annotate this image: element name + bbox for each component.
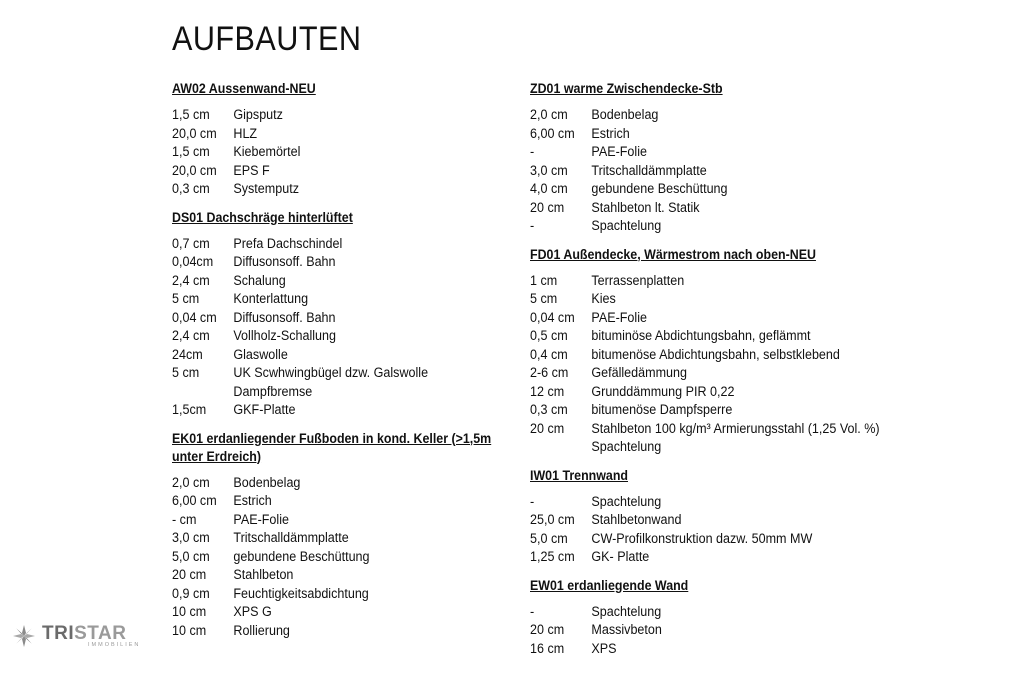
layer-thickness: - <box>530 493 535 509</box>
layer-row <box>172 346 479 365</box>
layer-thickness: 3,0 cm <box>530 162 568 178</box>
layer-material: Vollholz-Schallung <box>233 328 336 343</box>
layer-row <box>172 474 479 493</box>
layer-material: UK Scwhwingbügel dzw. Galswolle <box>233 365 429 380</box>
layer-row <box>530 346 902 365</box>
layer-thickness: 5 cm <box>172 291 200 306</box>
layer-thickness: 0,04 cm <box>530 309 575 325</box>
layer-material: Tritschalldämmplatte <box>233 530 349 545</box>
layer-material: Estrich <box>233 493 272 508</box>
layer-material: XPS <box>591 640 617 656</box>
layer-thickness: 12 cm <box>530 383 565 399</box>
layer-thickness: 0,4 cm <box>530 346 568 362</box>
layer-row <box>530 106 902 125</box>
layer-material: bitumenöse Abdichtungsbahn, selbstklebend <box>591 346 840 362</box>
layer-material: CW-Profilkonstruktion dazw. 50mm MW <box>591 530 813 546</box>
layer-row <box>172 603 479 622</box>
layer-thickness: 20 cm <box>530 199 565 215</box>
layer-material: Terrassenplatten <box>591 272 685 288</box>
layer-thickness: 5,0 cm <box>172 548 210 564</box>
logo-subtitle: IMMOBILIEN <box>88 642 141 648</box>
layer-thickness: 20 cm <box>530 420 565 436</box>
left-column <box>172 80 502 650</box>
layer-material: Kiebemörtel <box>233 144 301 159</box>
layer-row <box>530 290 902 309</box>
layer-row <box>172 143 479 162</box>
layer-material: Grunddämmung PIR 0,22 <box>591 383 735 399</box>
layer-row <box>530 511 902 530</box>
section-title: IW01 Trennwand <box>530 467 629 483</box>
layer-material: Feuchtigkeitsabdichtung <box>233 585 369 601</box>
layer-material: EPS F <box>233 162 270 178</box>
layer-thickness: 2,4 cm <box>172 328 210 343</box>
layer-thickness: 10 cm <box>172 622 207 638</box>
layer-row <box>172 383 479 402</box>
layer-thickness: 6,00 cm <box>172 493 217 508</box>
layer-thickness <box>530 438 591 457</box>
layer-thickness: 0,9 cm <box>172 585 210 601</box>
layer-row <box>530 420 902 439</box>
layer-material: Spachtelung <box>591 493 662 509</box>
layer-section <box>530 467 930 567</box>
layer-material: HLZ <box>233 125 258 141</box>
layer-thickness: 5 cm <box>530 291 558 306</box>
layer-thickness: 25,0 cm <box>530 512 575 527</box>
layer-row <box>172 180 479 199</box>
layer-material: gebundene Beschüttung <box>233 548 370 564</box>
layer-thickness: 1,5 cm <box>172 144 210 159</box>
layer-row <box>172 327 479 346</box>
layer-row <box>530 438 902 457</box>
layer-row <box>172 162 479 181</box>
layer-thickness: 0,7 cm <box>172 235 210 251</box>
layer-thickness <box>172 383 233 402</box>
layer-material: Spachtelung <box>591 603 662 619</box>
layer-material: gebundene Beschüttung <box>591 181 728 196</box>
layer-row <box>172 529 479 548</box>
layer-material: Systemputz <box>233 181 299 196</box>
layer-thickness: 0,3 cm <box>530 402 568 417</box>
layer-row <box>172 253 479 272</box>
layer-material: Tritschalldämmplatte <box>591 162 707 178</box>
layer-thickness: 20,0 cm <box>172 125 217 141</box>
layer-material: Dampfbremse <box>233 383 313 399</box>
layer-thickness: 20 cm <box>172 567 207 582</box>
layer-material: Massivbeton <box>591 622 662 637</box>
layer-row <box>172 235 479 254</box>
layer-row <box>172 364 479 383</box>
layer-row <box>530 199 902 218</box>
section-title: EW01 erdanliegende Wand <box>530 577 689 593</box>
layer-material: Stahlbeton 100 kg/m³ Armierungsstahl (1,25 Vol. %) <box>591 420 880 436</box>
layer-material: Diffusonsoff. Bahn <box>233 254 336 269</box>
layer-row <box>530 143 902 162</box>
section-title: DS01 Dachschräge hinterlüftet <box>172 209 353 225</box>
layer-row <box>530 401 902 420</box>
layer-thickness: 5 cm <box>172 365 200 380</box>
layer-row <box>530 530 902 549</box>
layer-material: Gipsputz <box>233 107 283 122</box>
star-icon <box>12 624 36 648</box>
layer-thickness: - <box>530 603 535 619</box>
logo-word-tri: TRI <box>42 623 75 644</box>
layer-thickness: 3,0 cm <box>172 530 210 545</box>
layer-thickness: 4,0 cm <box>530 181 568 196</box>
layer-row <box>530 162 902 181</box>
layer-material: bituminöse Abdichtungsbahn, geflämmt <box>591 328 811 343</box>
logo-word-star: STAR <box>74 623 127 644</box>
layer-material: Kies <box>591 291 616 306</box>
layer-thickness: 16 cm <box>530 640 565 656</box>
layer-row <box>172 566 479 585</box>
page-title: AUFBAUTEN <box>172 20 362 58</box>
layer-material: XPS G <box>233 604 272 619</box>
layer-material: bitumenöse Dampfsperre <box>591 402 733 417</box>
layer-row <box>530 309 902 328</box>
layer-material: GKF-Platte <box>233 402 296 417</box>
layer-section <box>530 246 930 457</box>
layer-material: PAE-Folie <box>591 144 647 159</box>
layer-row <box>530 621 902 640</box>
layer-thickness: 10 cm <box>172 604 207 619</box>
layer-row <box>172 290 479 309</box>
right-column <box>530 80 930 668</box>
layer-row <box>172 622 479 641</box>
layer-row <box>530 327 902 346</box>
layer-thickness: 2-6 cm <box>530 365 569 380</box>
layer-thickness: 1,5 cm <box>172 107 210 122</box>
layer-thickness: 1,5cm <box>172 402 207 417</box>
layer-section <box>530 80 930 236</box>
layer-thickness: 5,0 cm <box>530 530 568 546</box>
layer-row <box>530 493 902 512</box>
layer-row <box>530 640 902 659</box>
section-title: EK01 erdanliegender Fußboden in kond. Keller (>1,5m unter Erdreich) <box>172 430 492 464</box>
layer-material: PAE-Folie <box>591 309 647 325</box>
layer-thickness: 0,5 cm <box>530 328 568 343</box>
layer-material: Stahlbetonwand <box>591 512 682 527</box>
layer-section <box>172 430 502 641</box>
layer-thickness: - <box>530 144 535 159</box>
layer-thickness: 2,0 cm <box>530 107 568 122</box>
layer-row <box>172 492 479 511</box>
layer-thickness: 0,04cm <box>172 254 214 269</box>
layer-row <box>530 180 902 199</box>
logo-wordmark <box>42 624 140 649</box>
layer-material: GK- Platte <box>591 549 650 564</box>
layer-thickness: 24cm <box>172 346 203 362</box>
layer-thickness: - <box>530 218 535 233</box>
layer-material: Prefa Dachschindel <box>233 235 343 251</box>
layer-row <box>530 383 902 402</box>
layer-material: Schalung <box>233 272 286 288</box>
section-title: AW02 Aussenwand-NEU <box>172 81 316 96</box>
layer-thickness: 20 cm <box>530 622 565 637</box>
layer-material: Gefälledämmung <box>591 365 687 380</box>
layer-row <box>172 548 479 567</box>
layer-row <box>530 125 902 144</box>
layer-row <box>172 309 479 328</box>
layer-row <box>172 401 479 420</box>
layer-material: Spachtelung <box>591 218 662 233</box>
layer-row <box>172 272 479 291</box>
layer-row <box>172 511 479 530</box>
layer-row <box>530 364 902 383</box>
layer-thickness: 1,25 cm <box>530 549 575 564</box>
section-title: ZD01 warme Zwischendecke-Stb <box>530 81 723 96</box>
layer-thickness: 0,3 cm <box>172 181 210 196</box>
layer-material: Diffusonsoff. Bahn <box>233 309 336 325</box>
layer-material: Rollierung <box>233 622 290 638</box>
layer-material: Bodenbelag <box>233 474 301 490</box>
layer-section <box>530 577 930 659</box>
layer-thickness: 2,0 cm <box>172 474 210 490</box>
layer-thickness: 6,00 cm <box>530 125 575 141</box>
layer-section <box>172 209 502 420</box>
layer-row <box>172 585 479 604</box>
layer-thickness: 2,4 cm <box>172 272 210 288</box>
layer-row <box>530 603 902 622</box>
layer-material: Stahlbeton <box>233 567 294 582</box>
layer-material: Estrich <box>591 125 630 141</box>
layer-row <box>530 272 902 291</box>
layer-material: Bodenbelag <box>591 107 659 122</box>
layer-thickness: 0,04 cm <box>172 309 217 325</box>
layer-thickness: - cm <box>172 511 197 527</box>
layer-material: Glaswolle <box>233 346 288 362</box>
layer-material: PAE-Folie <box>233 511 289 527</box>
layer-thickness: 1 cm <box>530 272 558 288</box>
layer-material: Konterlattung <box>233 291 309 306</box>
section-title: FD01 Außendecke, Wärmestrom nach oben-NEU <box>530 246 816 262</box>
layer-material: Stahlbeton lt. Statik <box>591 199 700 215</box>
layer-row <box>172 106 479 125</box>
layer-material: Spachtelung <box>591 439 662 454</box>
layer-row <box>530 548 902 567</box>
layer-row <box>530 217 902 236</box>
layer-row <box>172 125 479 144</box>
layer-thickness: 20,0 cm <box>172 162 217 178</box>
company-logo <box>12 624 140 649</box>
layer-section <box>172 80 502 199</box>
